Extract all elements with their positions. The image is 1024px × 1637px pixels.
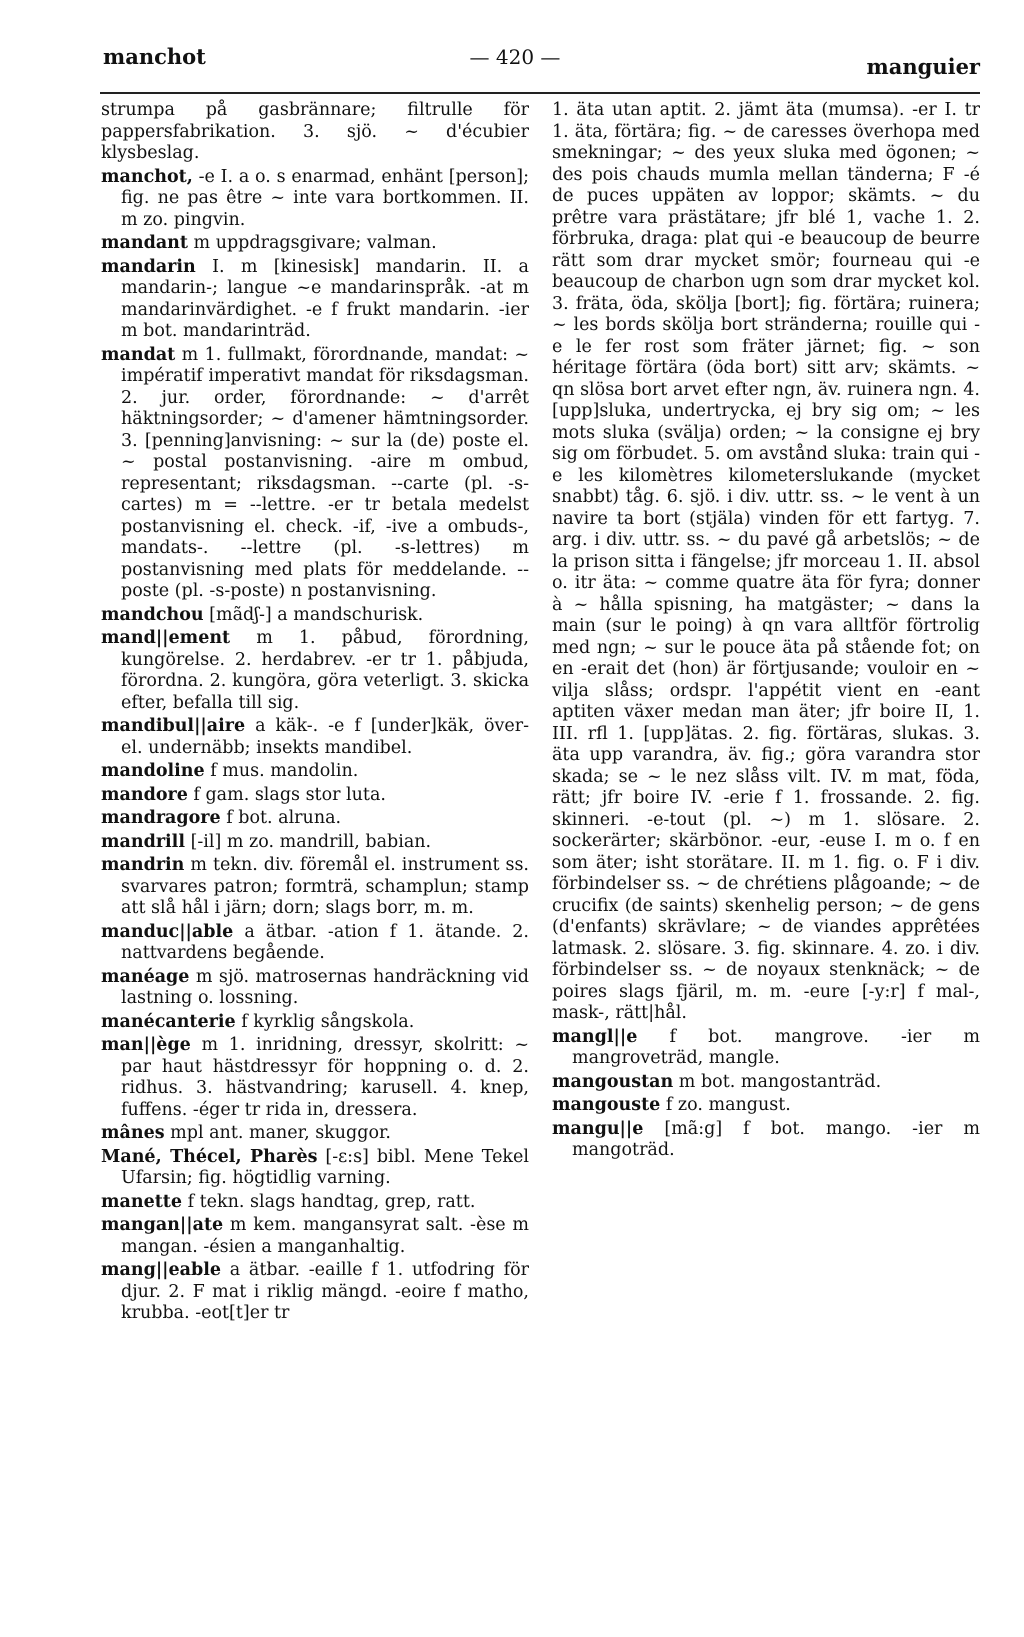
entry-headword: mandragore [101, 808, 221, 828]
header-rule [100, 92, 980, 94]
dictionary-entry [101, 785, 529, 807]
entry-text: m 1. inridning, dressyr, skolritt: ~ par haut hästdressyr för hoppning o. d. 2. ridhus. 3. hästvandring; karusell. 4. knep, fuffens. -éger tr rida in, dressera. [121, 1035, 529, 1120]
entry-headword: man||ège [101, 1035, 191, 1055]
dictionary-entry [101, 605, 529, 627]
dictionary-entry [101, 1123, 529, 1145]
dictionary-entry [101, 1035, 529, 1121]
entry-text: m kem. mangansyrat salt. -èse m mangan. -ésien a manganhaltig. [121, 1215, 529, 1257]
entry-text: f kyrklig sångskola. [241, 1011, 415, 1032]
dictionary-entry [101, 1192, 529, 1214]
entry-headword: mangu||e [552, 1118, 644, 1139]
entry-headword: mandat [101, 344, 176, 365]
entry-text: f mus. mandolin. [210, 761, 359, 781]
entry-text: f bot. mangrove. -ier m mangroveträd, mangle. [572, 1026, 980, 1068]
entry-text: [-il] m zo. mandrill, babian. [190, 831, 432, 852]
entry-text: m 1. fullmakt, förordnande, mandat: ~ impératif imperativt mandat för riksdagsman. 2. jur. order, förordnande: ~ d'arrêt häktningsorder; ~ d'amener hämtningsorder. 3. [penning]anvisning: ~ sur la (de) poste el. ~ postal postanvisning. -aire m ombud, representant; riksdagsman. --carte (pl. -s-cartes) m = --lettre. -er tr betala medelst postanvisning el. check. -if, -ive a ombuds-, mandats-. --lettre (pl. -s-lettres) m postanvisning med plats för meddelande. --poste (pl. -s-poste) n postanvisning. [121, 344, 529, 601]
dictionary-entry [552, 1095, 980, 1117]
entry-headword: mand||ement [101, 628, 231, 648]
dictionary-entry [101, 345, 529, 603]
entry-headword: mangoustan [552, 1071, 674, 1092]
entry-text: [-ɛ:s] bibl. Mene Tekel Ufarsin; fig. högtidlig varning. [121, 1146, 529, 1188]
entry-text: mpl ant. maner, skuggor. [170, 1123, 391, 1143]
dictionary-entry [552, 1119, 980, 1162]
entry-text: a käk-. -e f [under]käk, över- el. undernäbb; insekts mandibel. [121, 716, 529, 758]
dictionary-entry [101, 761, 529, 783]
entry-text: f gam. slags stor luta. [193, 784, 386, 805]
entry-headword: mandore [101, 784, 188, 805]
dictionary-entry [101, 855, 529, 920]
entry-text: [mãdʃ-] a mandschurisk. [209, 604, 424, 625]
dictionary-entry [101, 967, 529, 1010]
entry-text: m sjö. matrosernas handräckning vid lastning o. lossning. [121, 966, 529, 1008]
right-column [552, 100, 980, 1164]
dictionary-entry [552, 1027, 980, 1070]
entry-headword: manduc||able [101, 921, 234, 942]
entry-headword: mangouste [552, 1095, 661, 1115]
entry-headword: mangl||e [552, 1026, 638, 1047]
dictionary-entry [101, 257, 529, 343]
entry-headword: manéage [101, 966, 190, 987]
dictionary-entry [101, 167, 529, 232]
dictionary-entry [101, 716, 529, 759]
dictionary-entry [101, 1215, 529, 1258]
dictionary-entry [552, 1072, 980, 1094]
dictionary-entry [101, 1260, 529, 1325]
entry-text: -e I. a o. s enarmad, enhänt [person]; fig. ne pas être ~ inte vara bortkommen. II. m zo. pingvin. [121, 166, 529, 230]
entry-text: 1. äta utan aptit. 2. jämt äta (mumsa). -er I. tr 1. äta, förtära; fig. ~ de caresses överhopa med smekningar; ~ des yeux sluka med ögonen; ~ des pois chauds mumla mellan tänderna; F -é de puces uppäten av loppor; skämts. ~ du prêtre vara prästätare; jfr blé 1, vache 1. 2. förbruka, draga: plat qui -e beaucoup de beurre rätt som drar mycket smör; fourneau qui -e beaucoup de charbon ugn som drar mycket kol. 3. fräta, öda, skölja [bort]; fig. förtära; ruinera; ~ les bords skölja bort stränderna; rouille qui -e le fer rost som fräter järnet; fig. ~ son héritage förtära (öda bort) sitt arv; skämts. ~ qn slösa bort arvet efter ngn, äv. ruinera ngn. 4. [upp]sluka, undertrycka, ej bry sig om; ~ les mots sluka (svälja) orden; ~ la consigne ej bry sig om förbudet. 5. om avstånd sluka: train qui -e les kilomètres kilometerslukande (mycket snabbt) tåg. 6. sjö. i div. uttr. ss. ~ le vent à un navire ta bort (stjäla) vinden för ett fartyg. 7. arg. i div. uttr. ss. ~ du pavé gå arbetslös; ~ de la prison sitta i fängelse; jfr morceau 1. II. absol o. itr äta: ~ comme quatre äta för fyra; donner à ~ hålla spisning, ha matgäster; ~ dans la main (sur le poing) à qn vara alltför förtrolig med ngn; ~ sur le pouce äta på stående fot; on en -erait det (hon) är förtjusande; vouloir en ~ vilja slåss; ordspr. l'appétit vient en -eant aptiten växer medan man äter; jfr boire II, 1. III. rfl 1. [upp]ätas. 2. fig. förtäras, slukas. 3. äta upp varandra, äv. fig.; göra varandra stor skada; se ~ le nez slåss vilt. IV. m mat, föda, rätt; jfr boire IV. -erie f 1. frossande. 2. fig. skinneri. -e-tout (pl. ~) m 1. slösare. 2. sockerärter; skärbönor. -eur, -euse I. m o. f en som äter; isht storätare. II. m 1. fig. o. F i div. förbindelser ss. ~ de chrétiens plågoande; ~ de crucifix (de saints) skenhelig person; ~ de gens (d'enfants) skrävlare; ~ de viandes apprêtées latmask. 2. slösare. 3. fig. skinnare. 4. zo. i div. förbindelser ss. ~ de noyaux stenknäck; ~ de poires slags fjäril, m. m. -eure [-y:r] f mal-, mask-, rätt|hål. [552, 100, 980, 1023]
page-number: — 420 — [469, 45, 561, 69]
dictionary-entry [101, 1147, 529, 1190]
entry-text: strumpa på gasbrännare; filtrulle för pappersfabrikation. 3. sjö. ~ d'écubier klysbeslag. [101, 100, 529, 163]
left-guideword: manchot [103, 44, 206, 69]
entry-headword: Mané, Thécel, Pharès [101, 1146, 318, 1167]
entry-text: m 1. påbud, förordning, kungörelse. 2. herdabrev. -er tr 1. påbjuda, förordna. 2. kungöra, göra veterligt. 3. skicka efter, befalla till sig. [121, 628, 529, 713]
entry-text: f tekn. slags handtag, grep, ratt. [187, 1191, 476, 1212]
entry-text: I. m [kinesisk] mandarin. II. a mandarin-; langue ~e mandarinspråk. -at m mandarinvärdighet. -e f frukt mandarin. -ier m bot. mandarinträd. [121, 256, 529, 341]
dictionary-entry [101, 922, 529, 965]
entry-text: m uppdragsgivare; valman. [193, 233, 437, 253]
left-column [101, 100, 529, 1327]
entry-headword: mandoline [101, 761, 205, 781]
entry-text: f bot. alruna. [226, 808, 342, 828]
dictionary-entry [101, 832, 529, 854]
entry-text: a ätbar. -eaille f 1. utfodring för djur. 2. F mat i riklig mängd. -eoire f matho, krubba. -eot[t]er tr [121, 1260, 529, 1323]
entry-text: f zo. mangust. [665, 1095, 791, 1115]
dictionary-entry [552, 100, 980, 1025]
dictionary-entry [101, 808, 529, 830]
entry-headword: mandibul||aire [101, 716, 246, 736]
entry-headword: mang||eable [101, 1260, 222, 1280]
entry-headword: manette [101, 1191, 183, 1212]
entry-text: m tekn. div. föremål el. instrument ss. svarvares patron; formträ, schamplun; stamp att slå hål i järn; dorn; slags borr, m. m. [121, 855, 529, 918]
entry-headword: mandant [101, 233, 188, 253]
entry-headword: mangan||ate [101, 1215, 224, 1235]
dictionary-entry [101, 628, 529, 714]
entry-headword: mânes [101, 1123, 165, 1143]
dictionary-entry [101, 100, 529, 165]
entry-headword: manchot, [101, 166, 193, 187]
entry-headword: manécanterie [101, 1011, 236, 1032]
entry-text: [mã:g] f bot. mango. -ier m mangoträd. [572, 1118, 980, 1160]
dictionary-entry [101, 1012, 529, 1034]
right-guideword: manguier [866, 54, 980, 79]
entry-headword: mandrin [101, 855, 185, 875]
entry-headword: mandchou [101, 604, 204, 625]
entry-text: m bot. mangostanträd. [678, 1071, 882, 1092]
entry-headword: mandarin [101, 256, 196, 277]
entry-headword: mandrill [101, 831, 185, 852]
dictionary-entry [101, 233, 529, 255]
entry-text: a ätbar. -ation f 1. ätande. 2. nattvardens begående. [121, 921, 529, 963]
